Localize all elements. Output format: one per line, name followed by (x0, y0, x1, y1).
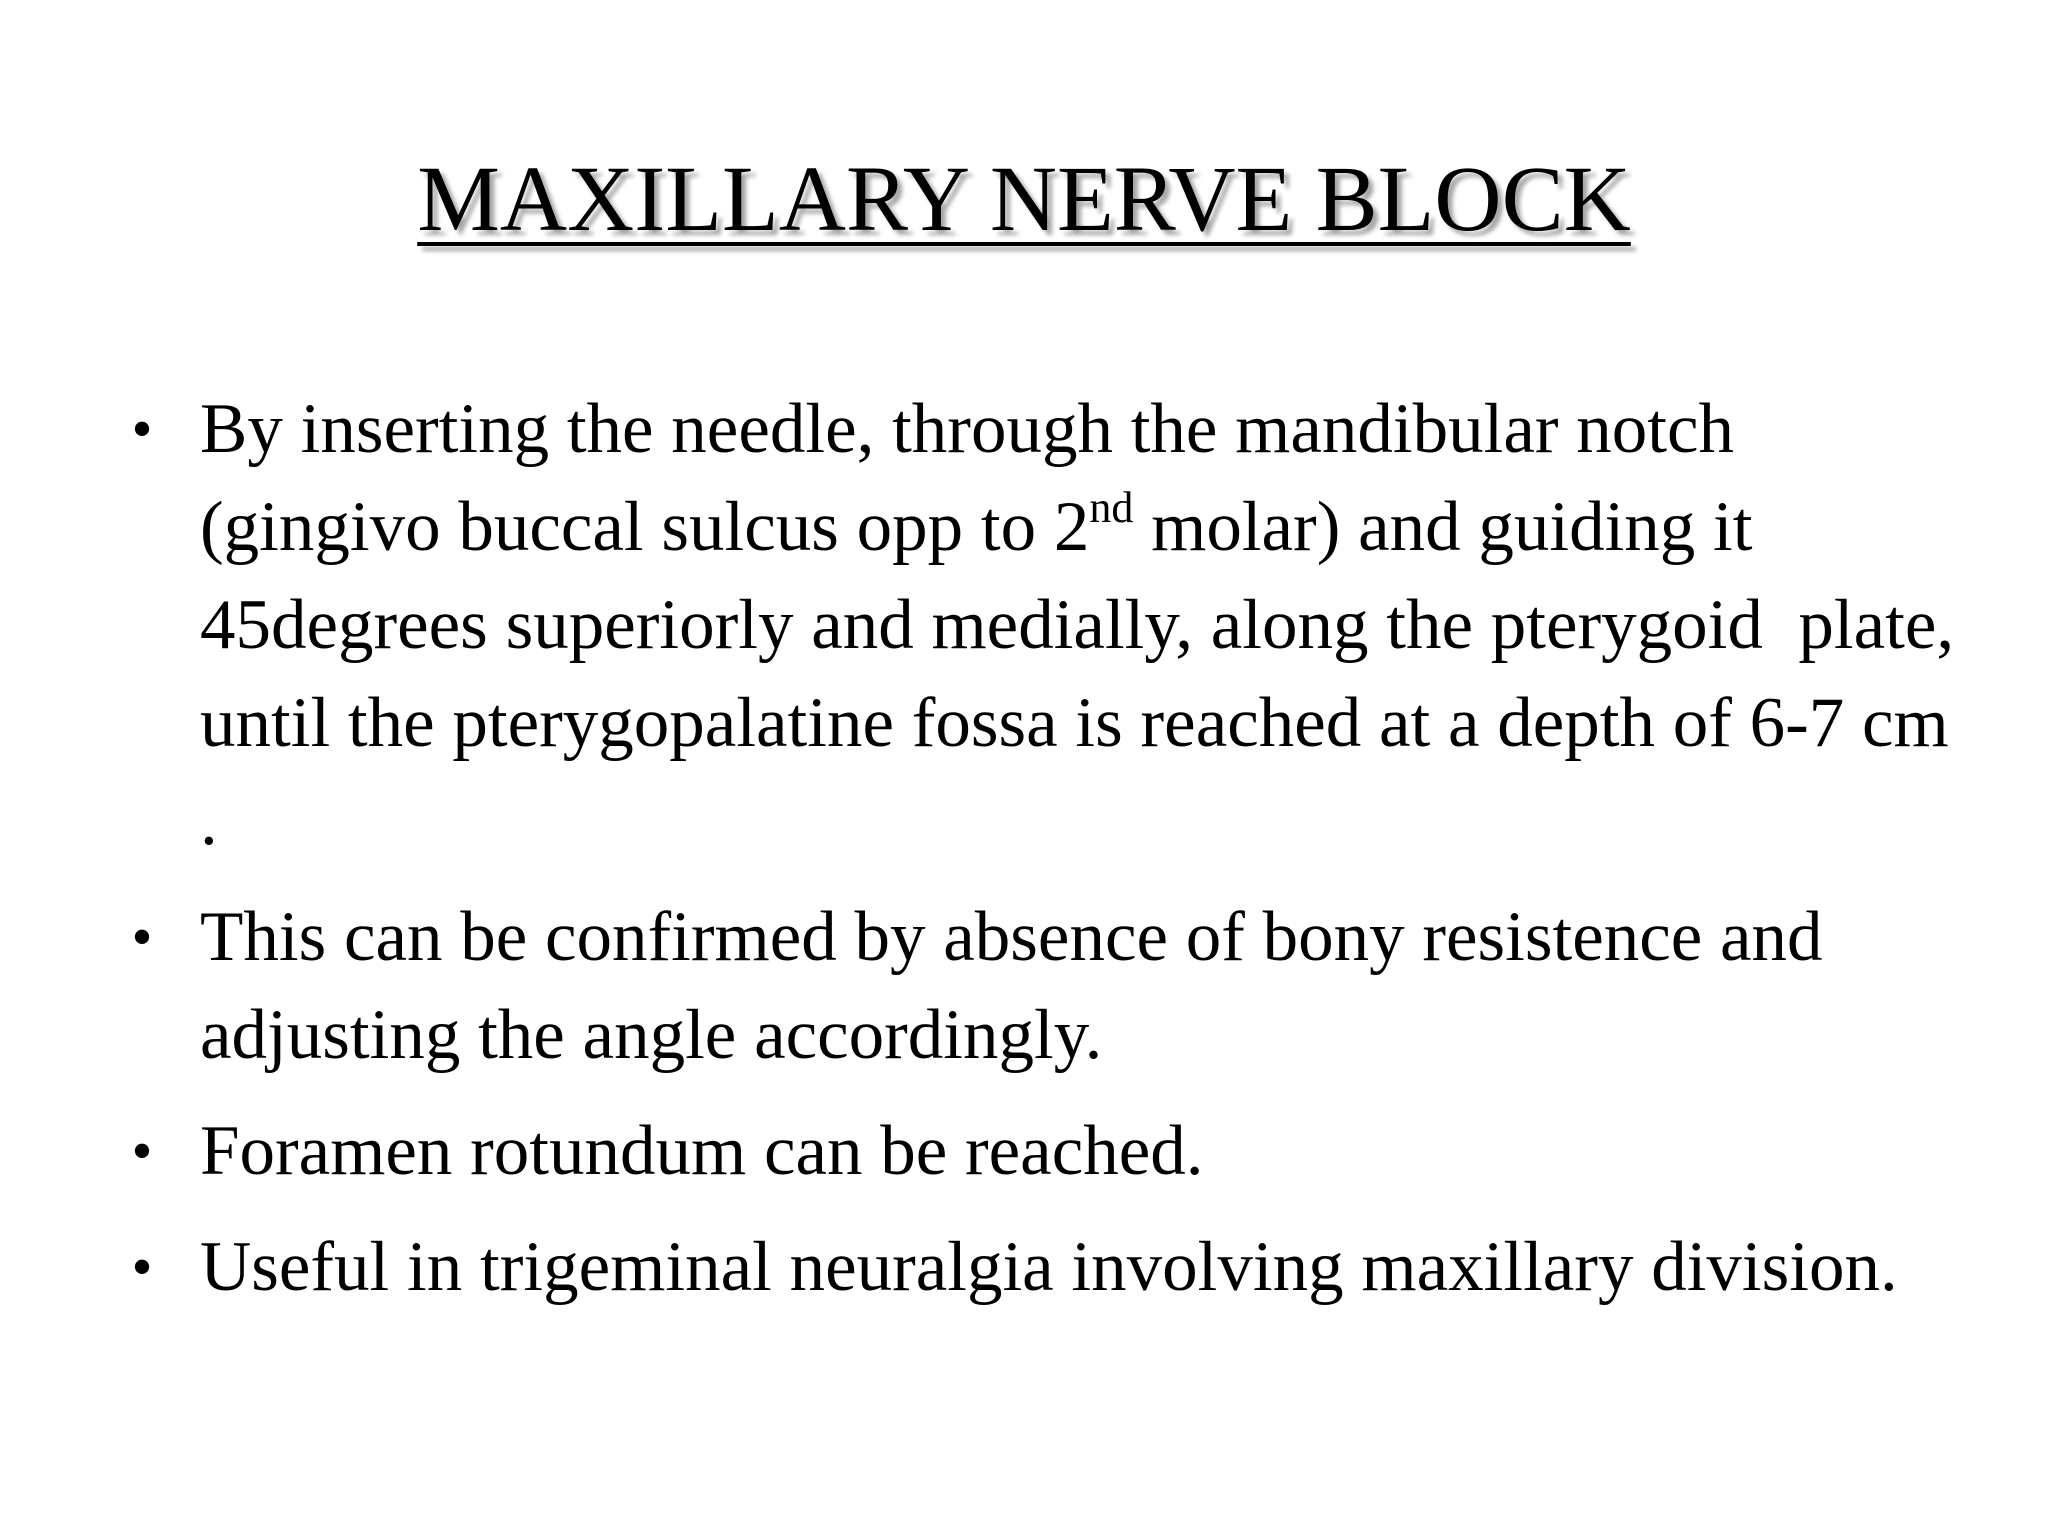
ordinal-superscript: nd (1089, 483, 1134, 532)
bullet-item-needle-insertion (131, 380, 1960, 870)
bullet-icon: • (131, 396, 153, 462)
bullet-item-trigeminal-neuralgia (131, 1218, 1960, 1316)
slide-title: MAXILLARY NERVE BLOCK (417, 148, 1631, 251)
bullet-text: This can be confirmed by absence of bony resistence and adjusting the angle accordingly. (200, 898, 1823, 1074)
bullet-text: Foramen rotundum can be reached. (200, 1112, 1204, 1190)
bullet-text-part: molar) and guiding it 45degrees superiorly and medially, along the pterygoid plate, until the pterygopalatine fossa is reached at a depth of 6-7 cm . (200, 488, 1955, 860)
bullet-text: Useful in trigeminal neuralgia involving maxillary division. (200, 1228, 1898, 1306)
bullet-icon: • (131, 1234, 153, 1300)
bullet-item-confirmation (131, 888, 1960, 1084)
bullet-icon: • (131, 1118, 153, 1184)
bullet-list (131, 380, 1960, 1334)
bullet-icon: • (131, 904, 153, 970)
bullet-item-foramen-rotundum (131, 1102, 1960, 1200)
bullet-text-part: By inserting the needle, through the mandibular notch (gingivo buccal sulcus opp to 2 (200, 390, 1735, 566)
